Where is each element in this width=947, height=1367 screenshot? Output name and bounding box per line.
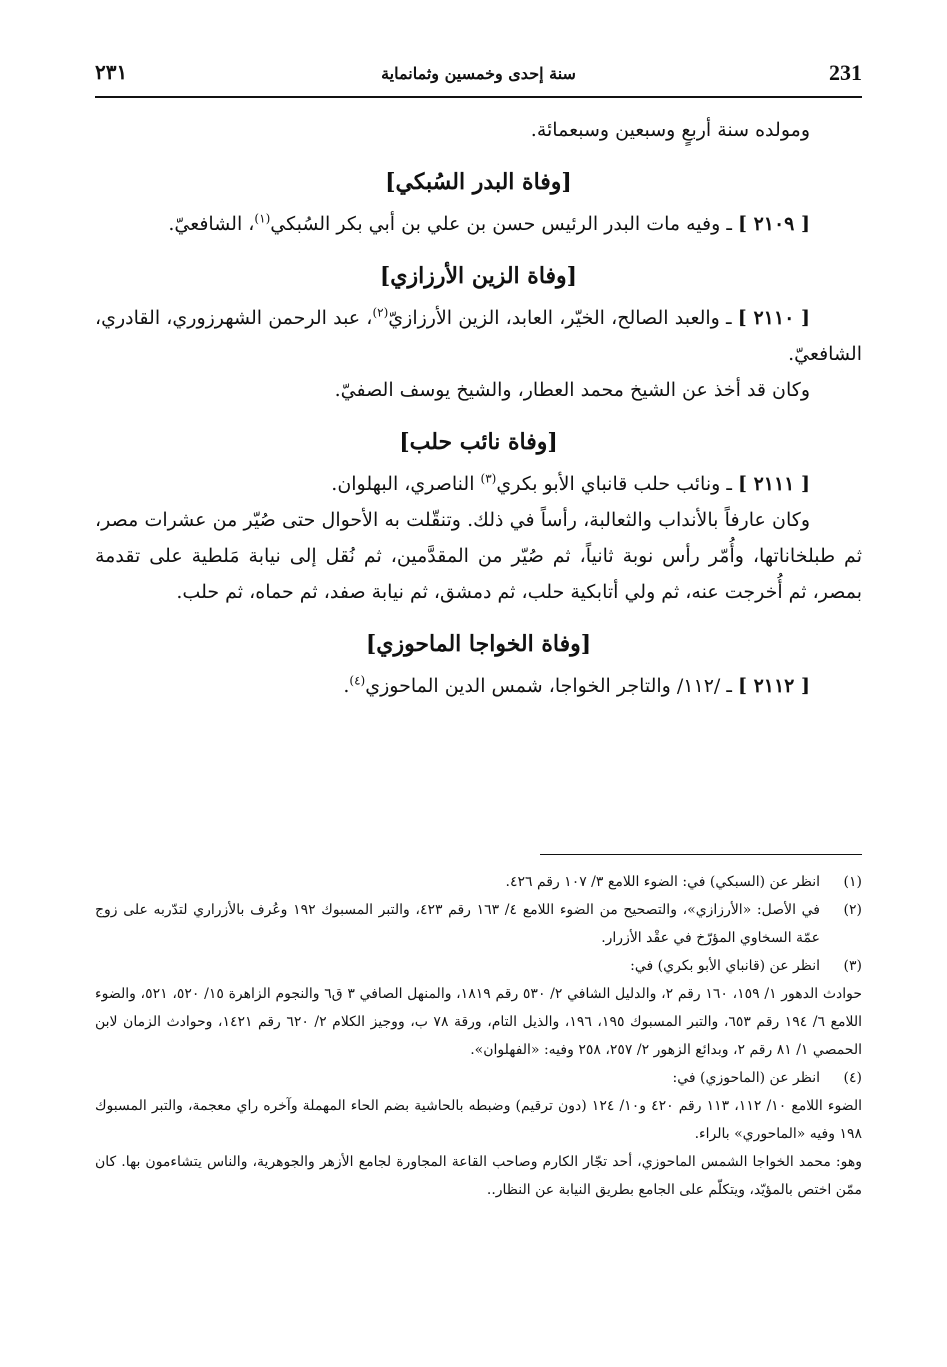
intro-line: ومولده سنة أربعٍ وسبعين وسبعمائة. xyxy=(530,119,810,141)
footnote-ref: (١) xyxy=(254,211,271,226)
entry-text: ـ وفيه مات البدر الرئيس حسن بن علي بن أبي بكر السُبكي xyxy=(270,213,738,235)
section-heading-sobki: [وفاة البدر السُبكي] xyxy=(385,169,572,195)
footnote-number: (١) xyxy=(843,874,862,890)
section-heading-arzazi: [وفاة الزين الأرزازي] xyxy=(379,263,578,289)
footnote-1 xyxy=(95,868,862,896)
footnote-line: انظر عن (السبكي) في: الضوء اللامع ٣/ ١٠٧ رقم ٤٢٦. xyxy=(505,874,820,890)
page-number-latin: 231 xyxy=(829,60,862,85)
paragraph: وكان عارفاً بالأنداب والثعالبة، رأساً في ذلك. وتنقّلت به الأحوال حتى صُيّر من عشرات مصر، ثم طبلخاناتها، وأُمّر رأس نوبة ثانياً، ثم صُيّر من المقدَّمين، ثم نُقل إلى نيابة مَلطية على تقدمة بمصر، ثم أُخرجت عنه، ثم ولي أتابكية حلب، ثم دمشق، ثم نيابة صفد، ثم حماه، ثم حلب. xyxy=(95,509,862,603)
footnote-number: (٢) xyxy=(843,902,862,918)
footnote-line: انظر عن (الماحوزي) في: xyxy=(672,1070,820,1086)
footnote-ref: (٣) xyxy=(480,471,497,486)
footnote-line: الضوء اللامع ١٠/ ١١٢، ١١٣ رقم ٤٢٠ و١٠/ ١٢٤ (دون ترقيم) وضبطه بالحاشية بضم الحاء المهملة وآخره راي معجمة، والتبر المسبوك ١٩٨ وفيه «الماحوري» بالراء. xyxy=(95,1098,862,1142)
footnote-line: وهو: محمد الخواجا الشمس الماحوزي، أحد تجّار الكارم وصاحب القاعة المجاورة لجامع الأزهر والجوهرية، والناس يتشاءمون بها. كان ممّن اختص بالمؤيّد، ويتكلّم على الجامع بطريق النيابة عن النظار.. xyxy=(95,1154,862,1198)
entry-tail: ، عبد الرحمن الشهرزوري، القادري، الشافعيّ. xyxy=(95,307,862,365)
entry-2111 xyxy=(95,466,862,502)
section-heading-mahuzi: [وفاة الخواجا الماحوزي] xyxy=(365,631,592,657)
entry-2110 xyxy=(95,300,862,372)
entry-number: [ ٢١٠٩ ] xyxy=(737,213,810,235)
footnote-ref: (٢) xyxy=(372,305,389,320)
footnote-separator xyxy=(540,854,862,855)
main-text xyxy=(95,112,862,704)
entry-number: [ ٢١١٢ ] xyxy=(737,675,810,697)
footnote-line: في الأصل: «الأرزازي»، والتصحيح من الضوء اللامع ٤/ ١٦٣ رقم ٤٢٣، والتبر المسبوك ١٩٢ وعُرف بالأزراري لتدّربه على زوج عمّة السخاوي المؤرّخ في عقْد الأزرار. xyxy=(95,902,821,946)
footnote-line: حوادث الدهور ١/ ١٥٩، ١٦٠ رقم ٢، والدليل الشافي ٢/ ٥٣٠ رقم ١٨١٩، والمنهل الصافي ٣ ق٦ والنجوم الزاهرة ١٥/ ٥٢٠، ٥٢١، والضوء اللامع ٦/ ١٩٤ رقم ٦٥٣، والتبر المسبوك ١٩٥، ١٩٦، والذيل التام، ورقة ٧٨ ب، ووجيز الكلام ٢/ ٦٢٠ رقم ١٤٢١، وحوادث الزمان لابن الحمصي ١/ ٨١ رقم ٢، وبدائع الزهور ٢/ ٢٥٧، ٢٥٨ وفيه: «الفهلوان». xyxy=(95,986,863,1058)
entry-2112 xyxy=(95,668,862,704)
page-header xyxy=(95,58,862,98)
entry-number: [ ٢١١٠ ] xyxy=(737,307,810,329)
entry-text: ـ ونائب حلب قانباي الأبو بكري xyxy=(496,473,738,495)
footnote-number: (٤) xyxy=(843,1070,862,1086)
entry-2109 xyxy=(95,206,862,242)
running-title: سنة إحدى وخمسين وثمانماية xyxy=(381,64,576,83)
footnote-line: انظر عن (قانباي الأبو بكري) في: xyxy=(630,958,820,974)
section-heading-halab: [وفاة نائب حلب] xyxy=(399,429,558,455)
entry-text: ـ /١١٢/ والتاجر الخواجا، شمس الدين الماحوزي xyxy=(365,675,738,697)
footnotes xyxy=(95,868,862,1204)
page-number-arabic: ٢٣١ xyxy=(95,60,128,84)
footnote-number: (٣) xyxy=(843,958,862,974)
entry-text: ـ والعبد الصالح، الخيّر، العابد، الزين الأرزازيّ xyxy=(388,307,738,329)
entry-tail: ، الشافعيّ. xyxy=(168,213,255,235)
entry-tail: الناصري، البهلوان. xyxy=(331,473,481,495)
entry-number: [ ٢١١١ ] xyxy=(737,473,810,495)
footnote-2 xyxy=(95,896,862,952)
footnote-4 xyxy=(95,1064,862,1092)
paragraph: وكان قد أخذ عن الشيخ محمد العطار، والشيخ يوسف الصفيّ. xyxy=(334,379,810,401)
footnote-3 xyxy=(95,952,862,980)
entry-tail: . xyxy=(343,675,350,697)
footnote-ref: (٤) xyxy=(349,673,366,688)
